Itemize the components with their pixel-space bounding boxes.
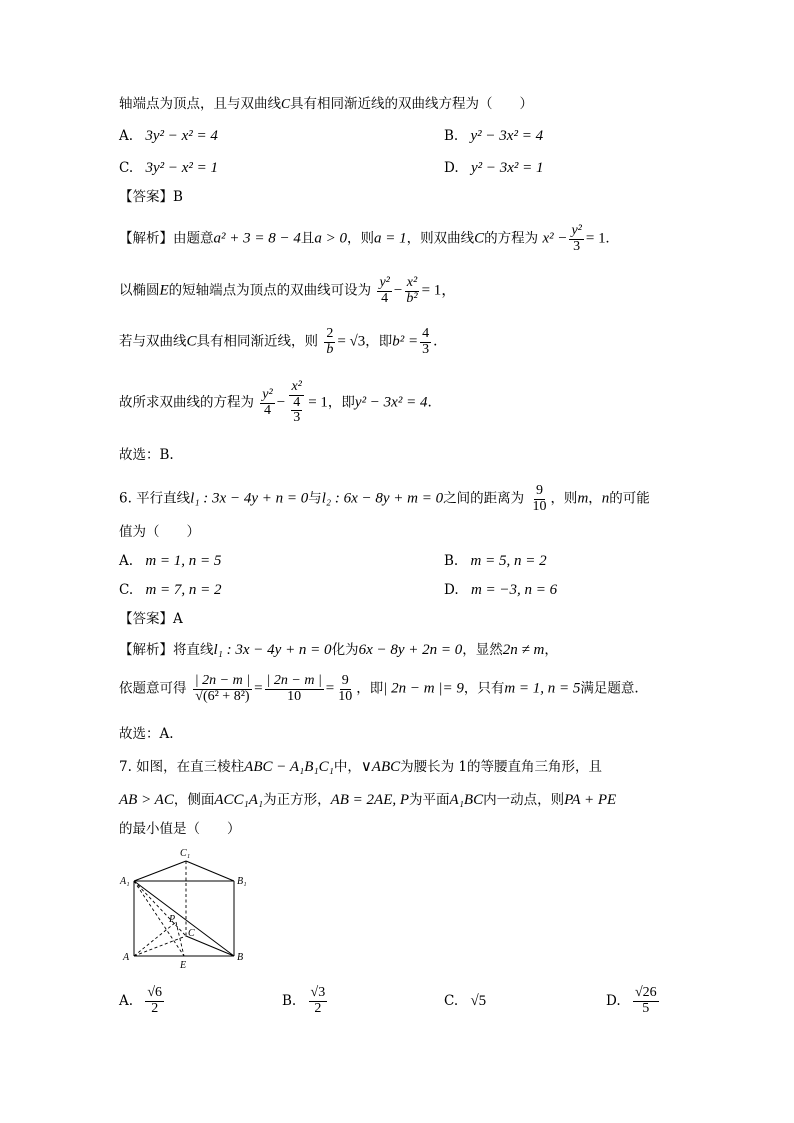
denominator: 10 bbox=[532, 498, 547, 514]
numerator: 9 bbox=[535, 483, 543, 498]
math: 2n ≠ m bbox=[502, 642, 545, 658]
denominator: 4 bbox=[381, 290, 389, 306]
q6-choose: 故选：A. bbox=[119, 726, 174, 742]
q5-explanation-1 bbox=[119, 224, 609, 254]
math: l₁ : 3x − 4y + n = 0 bbox=[190, 490, 309, 507]
math: a = 1 bbox=[374, 230, 407, 247]
math: AB > AC bbox=[119, 792, 174, 808]
denominator: 2 bbox=[314, 1000, 322, 1016]
fraction bbox=[265, 674, 324, 704]
numerator: √3 bbox=[310, 985, 326, 1000]
text: ， bbox=[588, 490, 602, 507]
numerator: √6 bbox=[147, 985, 163, 1000]
fraction bbox=[569, 224, 583, 254]
label-p: P bbox=[169, 914, 176, 925]
math: C bbox=[474, 230, 485, 247]
text: ，则 bbox=[550, 490, 578, 507]
math: y² − 3x² = 4 bbox=[354, 394, 428, 411]
fraction bbox=[287, 380, 306, 426]
label-b1: B₁ bbox=[237, 876, 247, 887]
math: l₂ : 6x − 8y + m = 0 bbox=[321, 490, 444, 507]
option-label: C. bbox=[119, 582, 134, 598]
text: ，则 bbox=[347, 230, 374, 247]
numerator: y² bbox=[571, 223, 582, 238]
math: = bbox=[254, 680, 263, 697]
text: 的短轴端点为顶点的双曲线可设为 bbox=[168, 282, 372, 299]
q6-answer: 【答案】A bbox=[119, 611, 183, 627]
option-label: D. bbox=[444, 582, 459, 598]
label-c: C bbox=[188, 928, 195, 939]
q5-answer: 【答案】B bbox=[119, 189, 183, 205]
math: x² − bbox=[542, 230, 568, 247]
text: 【解析】由题意 bbox=[119, 230, 214, 247]
label-b: B bbox=[237, 952, 244, 963]
prism-figure bbox=[118, 844, 278, 970]
option-label: A. bbox=[119, 553, 134, 569]
math-var: C bbox=[281, 96, 291, 111]
fraction bbox=[633, 986, 659, 1016]
q5-choose: 故选：B. bbox=[119, 447, 174, 463]
option-label: D. bbox=[444, 160, 459, 176]
text: 内一动点，则 bbox=[483, 792, 565, 808]
option-label: A. bbox=[119, 993, 134, 1010]
numerator: 4 bbox=[293, 394, 301, 410]
fraction bbox=[420, 327, 431, 357]
numerator: 9 bbox=[341, 673, 349, 688]
text: ，即 bbox=[365, 333, 393, 350]
q5-explanation-2 bbox=[119, 276, 456, 306]
q5-stem-tail bbox=[119, 96, 533, 112]
numerator: | 2n − m | bbox=[266, 673, 322, 688]
option-math: √5 bbox=[470, 993, 487, 1009]
q6-option-c bbox=[119, 581, 222, 599]
text: ，显然 bbox=[462, 642, 503, 658]
q7-option-c bbox=[444, 992, 486, 1010]
fraction bbox=[336, 674, 354, 704]
denominator: 2 bbox=[151, 1000, 159, 1016]
q7-stem-line2 bbox=[119, 791, 616, 809]
option-label: A. bbox=[119, 128, 134, 144]
text: 【解析】将直线 bbox=[119, 642, 214, 658]
text: 以椭圆 bbox=[119, 282, 160, 299]
option-label: B. bbox=[444, 553, 459, 569]
label-a1: A₁ bbox=[120, 876, 130, 887]
math: AB = 2AE, P bbox=[330, 792, 410, 808]
fraction bbox=[145, 986, 164, 1016]
math: | 2n − m |= 9 bbox=[383, 680, 464, 697]
label-e: E bbox=[180, 960, 187, 970]
q5-explanation-4 bbox=[119, 380, 432, 426]
fraction bbox=[377, 276, 391, 306]
math-var: m bbox=[577, 490, 589, 507]
text: 具有相同渐近线，则 bbox=[196, 333, 319, 350]
fraction bbox=[309, 986, 328, 1016]
fraction bbox=[530, 484, 548, 514]
q6-explanation-2 bbox=[119, 674, 639, 704]
text: . bbox=[433, 333, 438, 350]
option-math: m = 7, n = 2 bbox=[145, 582, 222, 598]
label-c1: C₁ bbox=[180, 848, 191, 859]
denominator: 3 bbox=[573, 238, 581, 254]
math: m = 1, n = 5 bbox=[504, 680, 581, 697]
option-label: C. bbox=[444, 993, 459, 1009]
text: 为腰长为 1的等腰直角三角形，且 bbox=[400, 759, 603, 775]
math: ∨ABC bbox=[360, 759, 401, 775]
q5-option-d bbox=[444, 159, 544, 177]
text: ，即 bbox=[327, 394, 355, 411]
option-math: m = −3, n = 6 bbox=[470, 582, 558, 598]
text: ，只有 bbox=[463, 680, 505, 697]
math: = 1， bbox=[421, 282, 457, 299]
numerator: 2 bbox=[326, 326, 334, 341]
q5-option-c bbox=[119, 159, 218, 177]
text: 具有相同渐近线的双曲线方程为（ ） bbox=[290, 96, 534, 112]
fraction bbox=[324, 327, 335, 357]
text: 的方程为 bbox=[484, 230, 539, 247]
numerator: y² bbox=[379, 275, 390, 290]
option-math: 3y² − x² = 4 bbox=[145, 128, 218, 144]
text: . bbox=[427, 394, 432, 411]
q7-stem-line3: 的最小值是（ ） bbox=[119, 821, 241, 837]
text: 为平面 bbox=[409, 792, 450, 808]
math: a² + 3 = 8 − 4 bbox=[213, 230, 301, 247]
q7-option-b bbox=[282, 986, 329, 1016]
math: l₁ : 3x − 4y + n = 0 bbox=[213, 642, 332, 658]
numerator: x² bbox=[291, 379, 302, 394]
q6-stem-line2: 值为（ ） bbox=[119, 524, 200, 540]
math: − bbox=[393, 282, 403, 299]
text: 6. 平行直线 bbox=[119, 490, 191, 507]
option-math: y² − 3x² = 1 bbox=[470, 160, 544, 176]
denominator: b² bbox=[406, 290, 418, 306]
nested-fraction bbox=[291, 396, 302, 426]
math: − bbox=[276, 394, 286, 411]
math-var: E bbox=[159, 282, 169, 299]
q7-stem bbox=[119, 758, 602, 776]
numerator: | 2n − m | bbox=[194, 673, 251, 688]
option-label: B. bbox=[282, 993, 297, 1010]
text: 故所求双曲线的方程为 bbox=[119, 394, 254, 411]
q7-option-d bbox=[606, 986, 661, 1016]
math: ACC₁A₁ bbox=[214, 792, 264, 808]
math: = 1 bbox=[308, 394, 328, 411]
numerator: y² bbox=[262, 386, 273, 402]
denominator: √(6² + 8²) bbox=[195, 688, 250, 704]
denominator: 3 bbox=[422, 341, 430, 357]
denominator bbox=[287, 396, 306, 426]
math: 6x − 8y + 2n = 0 bbox=[358, 642, 463, 658]
text: 为正方形， bbox=[263, 792, 331, 808]
q6-explanation-1 bbox=[119, 641, 558, 659]
q5-option-a bbox=[119, 127, 218, 145]
denominator: 5 bbox=[642, 1000, 650, 1016]
math: = 1. bbox=[585, 230, 610, 247]
numerator: 4 bbox=[422, 326, 430, 341]
math: a > 0 bbox=[314, 230, 347, 247]
q6-option-b bbox=[444, 552, 547, 570]
q6-stem bbox=[119, 484, 650, 514]
denominator: b bbox=[326, 341, 334, 357]
q6-option-d bbox=[444, 581, 557, 599]
option-math: y² − 3x² = 4 bbox=[470, 128, 544, 144]
text: 且 bbox=[300, 230, 315, 247]
denominator: 10 bbox=[338, 688, 353, 704]
label-a: A bbox=[123, 952, 130, 963]
text: 7. 如图，在直三棱柱 bbox=[119, 759, 245, 775]
text: 轴端点为顶点，且与双曲线 bbox=[119, 96, 281, 112]
text: 化为 bbox=[331, 642, 359, 658]
numerator: √26 bbox=[634, 985, 657, 1000]
math: = bbox=[325, 680, 335, 697]
text: 依题意可得 bbox=[119, 680, 187, 697]
q7-option-a bbox=[119, 986, 166, 1016]
math: = √3 bbox=[337, 333, 366, 350]
text: ，即 bbox=[356, 680, 384, 697]
q6-option-a bbox=[119, 552, 221, 570]
text: 中， bbox=[333, 759, 361, 775]
q5-option-b bbox=[444, 127, 543, 145]
denominator: 4 bbox=[264, 402, 271, 418]
prism-diagram bbox=[118, 844, 278, 970]
denominator: 3 bbox=[293, 410, 301, 426]
math-var: C bbox=[186, 333, 197, 350]
math: PA + PE bbox=[564, 792, 617, 808]
math-var: n bbox=[601, 490, 610, 507]
text: 的可能 bbox=[609, 490, 650, 507]
fraction bbox=[260, 388, 274, 418]
option-label: C. bbox=[119, 160, 134, 176]
numerator: x² bbox=[406, 275, 418, 290]
text: ，侧面 bbox=[173, 792, 215, 808]
denominator: 10 bbox=[287, 688, 302, 704]
math: b² = bbox=[392, 333, 419, 350]
option-label: D. bbox=[606, 993, 621, 1010]
text: 与 bbox=[308, 490, 322, 507]
q5-explanation-3 bbox=[119, 327, 437, 357]
text: 若与双曲线 bbox=[119, 333, 187, 350]
math: A₁BC bbox=[449, 792, 484, 808]
text: 满足题意. bbox=[580, 680, 639, 697]
math: ABC − A₁B₁C₁ bbox=[244, 759, 334, 775]
option-math: m = 5, n = 2 bbox=[470, 553, 547, 569]
fraction bbox=[193, 674, 252, 704]
text: 之间的距离为 bbox=[443, 490, 525, 507]
fraction bbox=[404, 276, 419, 306]
text: ， bbox=[544, 642, 558, 658]
option-math: m = 1, n = 5 bbox=[145, 553, 222, 569]
option-label: B. bbox=[444, 128, 459, 144]
option-math: 3y² − x² = 1 bbox=[145, 160, 218, 176]
text: ，则双曲线 bbox=[406, 230, 475, 247]
